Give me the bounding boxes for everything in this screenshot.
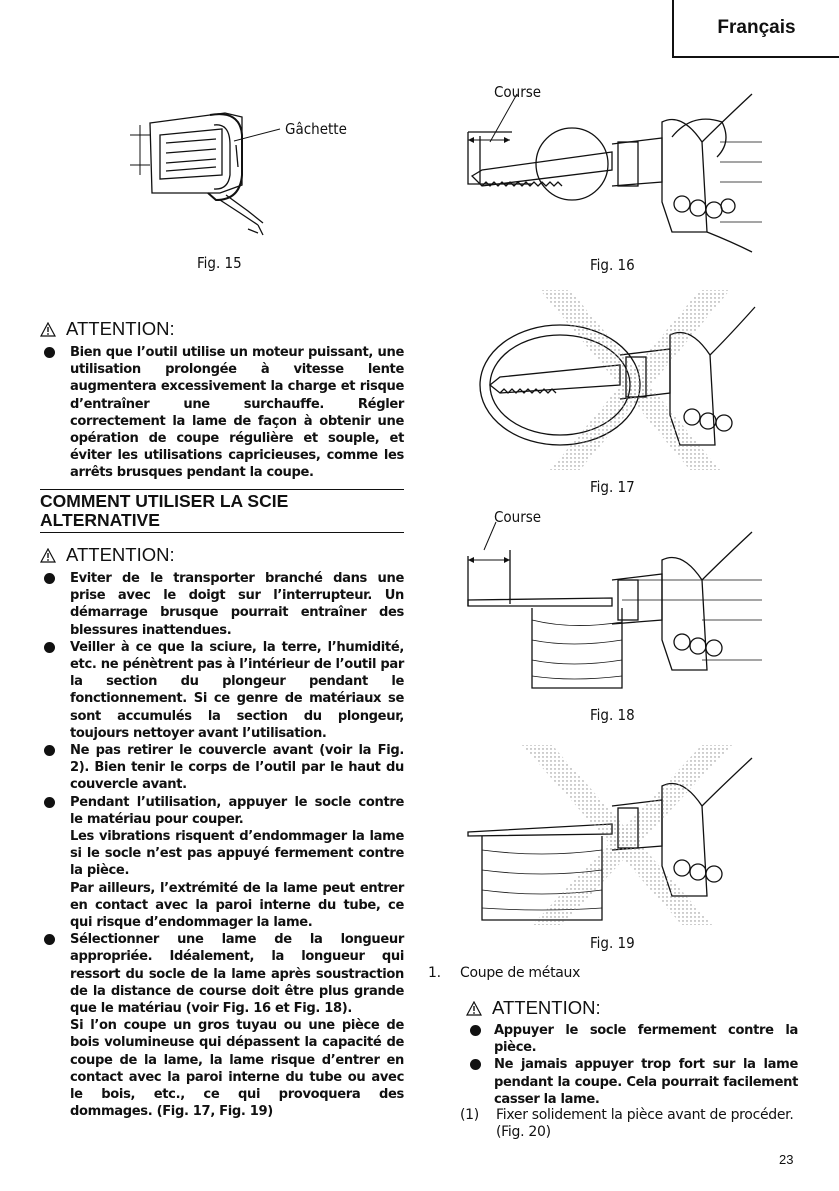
step-title: Coupe de métaux	[460, 965, 581, 981]
attention-heading-3: ATTENTION:	[466, 997, 798, 1019]
language-tab	[672, 0, 839, 58]
bullet-dot-icon	[470, 1059, 481, 1070]
fig18-stroke-label: Course	[494, 508, 542, 526]
bullet-item: Sélectionner une lame de la longueur appropriée. Idéalement, la longueur qui ressort du socle de la lame après soustraction de la distance de course doit être plus grande que le matériau (voir Fig. 16 et Fig. 18). Si l’on coupe un gros tuyau ou une pièce de bois volumineuse qui dépassent la capacité de coupe de la lame, la lame risque d’entrer en contact avec la paroi interne du tube ou avec le bois, etc., ce qui provoquera des dommages. (Fig. 17, Fig. 19)	[40, 931, 404, 1120]
bullet-item: Pendant l’utilisation, appuyer le socle contre le matériau pour couper. Les vibrations risquent d’endommager la lame si le socle n’est pas appuyé fermement contre la pièce. Par ailleurs, l’extrémité de la lame peut entrer en contact avec la paroi interne du tube, ce qui risque d’endommager la lame.	[40, 794, 404, 932]
fig16-stroke-label: Course	[494, 83, 542, 101]
fig18-caption: Fig. 18	[590, 706, 635, 724]
bullet-dot-icon	[44, 934, 55, 945]
attention-block-1	[40, 318, 404, 482]
bullet-item: Eviter de le transporter branché dans une prise avec le doigt sur l’interrupteur. Un démarrage brusque pourrait entraîner des blessures inattendues.	[40, 570, 404, 639]
page-number: 23	[779, 1152, 794, 1167]
attention-block-2	[40, 544, 404, 1121]
fig17-caption: Fig. 17	[590, 478, 635, 496]
fig17-illustration	[470, 285, 760, 480]
fig16-caption: Fig. 16	[590, 256, 635, 274]
fig15-trigger-label: Gâchette	[285, 120, 347, 138]
attention-heading-1: ATTENTION:	[40, 318, 404, 340]
attention-block-3	[466, 997, 798, 1108]
bullet-item: Veiller à ce que la sciure, la terre, l’humidité, etc. ne pénètrent pas à l’intérieur de l’outil par la section du plongeur pendant le fonctionnement. Si ce genre de matériaux se sont accumulés la section du plongeur, toujours nettoyer avant l’utilisation.	[40, 639, 404, 742]
warning-triangle-icon	[40, 548, 56, 563]
step-number: 1.	[428, 965, 441, 981]
fig19-illustration	[462, 740, 762, 930]
bullet-item: Appuyer le socle fermement contre la pièce.	[466, 1022, 798, 1056]
language-label: Français	[717, 17, 796, 38]
bullet-item: Ne pas retirer le couvercle avant (voir la Fig. 2). Bien tenir le corps de l’outil par le haut du couvercle avant.	[40, 742, 404, 794]
bullet-item: Bien que l’outil utilise un moteur puissant, une utilisation prolongée à vitesse lente augmentera excessivement la charge et risque d’entraîner une surchauffe. Régler correctement la lame de façon à obtenir une opération de coupe régulière et souple, et éviter les utilisations capricieuses, comme les arrêts brusques pendant la coupe.	[40, 344, 404, 482]
warning-triangle-icon	[466, 1001, 482, 1016]
sub-step-number: (1)	[460, 1107, 479, 1123]
bullet-item: Ne jamais appuyer trop fort sur la lame pendant la coupe. Cela pourrait facilement casser la lame.	[466, 1056, 798, 1108]
fig19-caption: Fig. 19	[590, 934, 635, 952]
bullet-dot-icon	[44, 642, 55, 653]
warning-triangle-icon	[40, 322, 56, 337]
sub-step-text: Fixer solidement la pièce avant de procéder. (Fig. 20)	[496, 1107, 794, 1141]
attention-heading-2: ATTENTION:	[40, 544, 404, 566]
bullet-dot-icon	[44, 573, 55, 584]
bullet-dot-icon	[44, 745, 55, 756]
fig16-illustration	[462, 82, 762, 272]
section-title: COMMENT UTILISER LA SCIE ALTERNATIVE	[40, 489, 404, 533]
bullet-dot-icon	[470, 1025, 481, 1036]
fig15-caption: Fig. 15	[197, 254, 242, 272]
bullet-dot-icon	[44, 797, 55, 808]
bullet-dot-icon	[44, 347, 55, 358]
fig18-illustration	[462, 520, 762, 695]
